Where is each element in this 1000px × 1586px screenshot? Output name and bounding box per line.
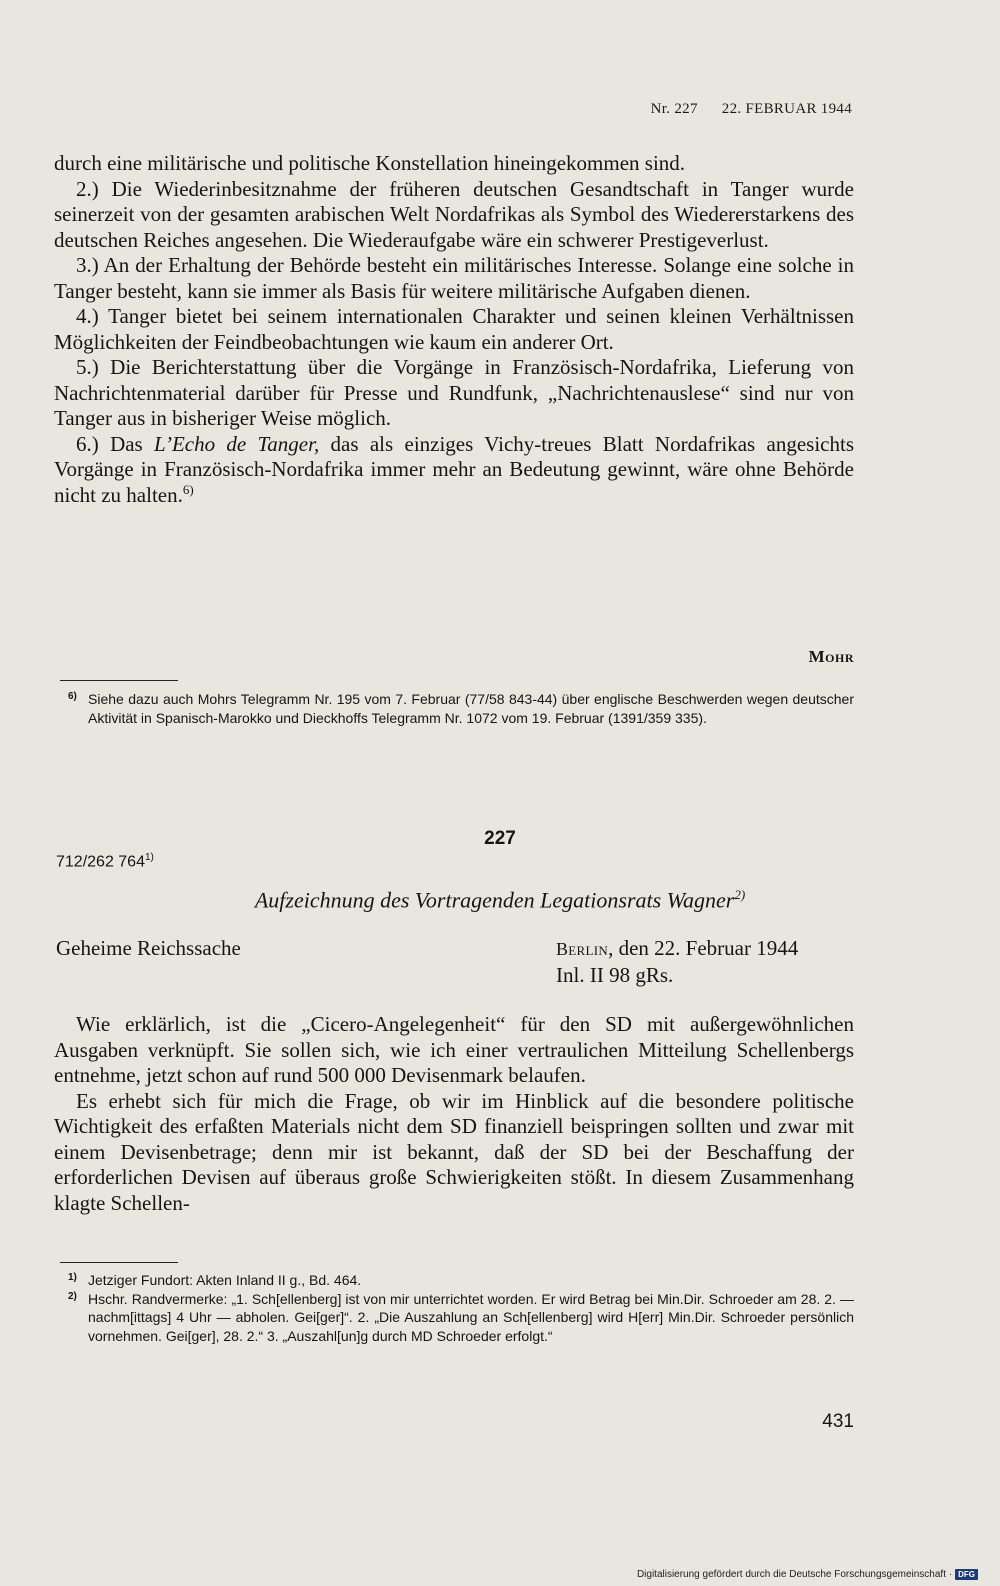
footnote-2-mark: 2) — [68, 1290, 77, 1302]
footnote-2 — [60, 1290, 854, 1346]
footnotes-top — [60, 690, 854, 727]
document-number: 227 — [484, 828, 516, 849]
footnote-6 — [60, 690, 854, 727]
place-date-block — [556, 936, 798, 988]
dfg-logo-icon: DFG — [955, 1569, 978, 1580]
footnote-1 — [60, 1271, 854, 1290]
p6-end: das als einziges Vichy-treues Blatt Nordafrikas angesichts Vorgänge in Französisch-Nordafrika immer mehr an Bedeutung gewinnt, wäre ohne Behörde nicht zu halten. — [54, 431, 854, 507]
newspaper-title: L’Echo de Tanger, — [154, 431, 320, 456]
footnote-6-mark: 6) — [68, 691, 77, 702]
film-ref-mark: 1) — [144, 852, 154, 863]
paragraph-point-6 — [54, 432, 854, 509]
continued-text — [54, 151, 854, 508]
header-date: 22. FEBRUAR 1944 — [721, 101, 852, 117]
footnote-1-text: Jetziger Fundort: Akten Inland II g., Bd. 464. — [88, 1272, 362, 1288]
digitization-text: Digitalisierung gefördert durch die Deutsche Forschungsgemeinschaft · — [636, 1569, 953, 1580]
footnote-ref-6: 6) — [182, 481, 194, 497]
header-doc-ref: Nr. 227 — [650, 101, 698, 117]
document-body — [54, 1012, 854, 1216]
footnote-divider-bottom — [60, 1262, 178, 1263]
title-footnote-ref: 2) — [734, 887, 746, 902]
file-reference: Inl. II 98 gRs. — [556, 962, 674, 987]
footnotes-bottom — [60, 1271, 854, 1345]
place-name: Berlin — [556, 939, 609, 959]
footnote-2-text: Hschr. Randvermerke: „1. Sch[ellenberg] ist von mir unterrichtet worden. Er wird Betrag bei Min.Dir. Schroeder am 28. 2. — nachm[ittags] 4 Uhr — abholen. Gei[ger]“. 2. „Die Auszahlung an Sch[ellenberg] wird H[err] Min.Dir. Schroeder persönlich vornehmen. Gei[ger], 28. 2.“ 3. „Auszahl[un]g durch MD Schroeder erfolgt.“ — [88, 1290, 854, 1344]
paragraph-point-2: 2.) Die Wiederinbesitznahme der früheren deutschen Gesandtschaft in Tanger wurde seinerzeit von der gesamten arabischen Welt Nordafrikas als Symbol des Wiedererstarkens des deutschen Reiches angesehen. Die Wiederaufgabe wäre ein schwerer Prestigeverlust. — [54, 176, 854, 252]
footnote-divider — [60, 680, 178, 681]
date-text: , den 22. Februar 1944 — [608, 936, 799, 960]
body-paragraph-2: Es erhebt sich für mich die Frage, ob wir im Hinblick auf die besondere politische Wichtigkeit des erfaßten Materials nicht dem SD finanziell beispringen sollten und zwar mit einem Devisenbetrage; denn mir ist bekannt, daß der SD bei der Beschaffung der erforderlichen Devisen auf überaus große Schwierigkeiten stößt. In diesem Zusammenhang klagte Schellen- — [54, 1088, 854, 1215]
document-title — [0, 887, 1000, 913]
footnote-6-text: Siehe dazu auch Mohrs Telegramm Nr. 195 vom 7. Februar (77/58 843-44) über englische Beschwerden wegen deutscher Aktivität in Spanisch-Marokko und Dieckhoffs Telegramm Nr. 1072 vom 19. Februar (1391/359 335). — [88, 691, 854, 726]
digitization-note — [637, 1569, 978, 1580]
paragraph-point-4: 4.) Tanger bietet bei seinem internationalen Charakter und seinen kleinen Verhältnissen Möglichkeiten der Feindbeobachtungen wie kaum ein anderer Ort. — [54, 304, 854, 354]
film-ref-text: 712/262 764 — [56, 853, 145, 871]
paragraph-point-3: 3.) An der Erhaltung der Behörde besteht ein militärisches Interesse. Solange eine solche in Tanger besteht, kann sie immer als Basis für weitere militärische Aufgaben dienen. — [54, 253, 854, 303]
film-reference — [56, 852, 154, 871]
p6-start: 6.) Das — [76, 431, 155, 456]
place-date-line — [556, 936, 798, 963]
document-title-text: Aufzeichnung des Vortragenden Legationsrats Wagner — [254, 887, 735, 913]
running-header — [651, 101, 852, 118]
classification: Geheime Reichssache — [56, 936, 241, 960]
paragraph-point-5: 5.) Die Berichterstattung über die Vorgänge in Französisch-Nordafrika, Lieferung von Nachrichtenmaterial darüber für Presse und Rundfunk, „Nachrichtenauslese“ sind nur von Tanger aus in bisheriger Weise möglich. — [54, 355, 854, 430]
paragraph-continuation: durch eine militärische und politische Konstellation hineingekommen sind. — [54, 151, 686, 175]
body-paragraph-1: Wie erklärlich, ist die „Cicero-Angelegenheit“ für den SD mit außergewöhnlichen Ausgaben verknüpft. Sie sollen sich, wie ich einer vertraulichen Mitteilung Schellenbergs entnehme, jetzt schon auf rund 500 000 Devisenmark belaufen. — [54, 1012, 854, 1087]
page-number: 431 — [822, 1411, 854, 1432]
footnote-1-mark: 1) — [68, 1272, 77, 1283]
signature: Mohr — [808, 647, 854, 666]
